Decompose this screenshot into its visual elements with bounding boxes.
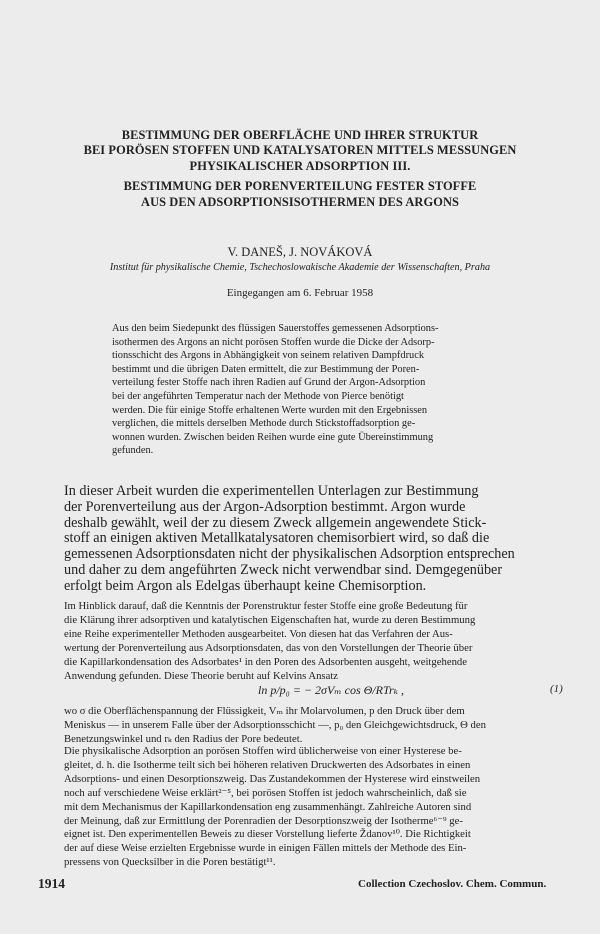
body-line: mit dem Mechanismus der Kapillarkondensation eng zusammenhängt. Zahlreiche Autoren sind — [64, 800, 472, 813]
body-paragraph-2 — [64, 705, 572, 747]
affiliation: Institut für physikalische Chemie, Tschechoslowakische Akademie der Wissenschaften, Praha — [109, 262, 491, 273]
body-line: Anwendung gefunden. Diese Theorie beruht auf Kelvins Ansatz — [64, 669, 339, 682]
page-number: 1914 — [38, 876, 65, 891]
abstract-line: Aus den beim Siedepunkt des flüssigen Sauerstoffes gemessenen Adsorptions- — [112, 323, 439, 334]
body-line: der Meinung, daß zur Ermittlung der Porenradien der Desorptionszweig der Isotherme⁶⁻⁹ ge- — [64, 814, 463, 827]
abstract-line: verglichen, die mittels derselben Methode durch Stickstoffadsorption ge- — [112, 418, 416, 430]
body-line: die Kapillarkondensation des Adsorbates¹ in den Poren des Adsorbenten ausgeht, weitgehende — [64, 655, 467, 668]
intro-line: der Porenverteilung aus der Argon-Adsorption bestimmt. Argon wurde — [64, 498, 466, 515]
intro-line: deshalb gewählt, weil der zu diesem Zweck allgemein angewendete Stick- — [64, 514, 487, 531]
body-line: eine Reihe experimenteller Methoden ausgearbeitet. Von diesen hat das Verfahren der Aus- — [64, 627, 453, 640]
journal-name: Collection Czechoslov. Chem. Commun. — [358, 878, 547, 890]
intro-line: gemessenen Adsorptionsdaten nicht der physikalischen Adsorption entsprechen — [64, 546, 515, 563]
abstract-line: bestimmt und die übrigen Daten ermittelt, die zur Bestimmung der Poren- — [112, 363, 420, 375]
introduction-paragraph — [64, 484, 572, 595]
intro-line: In dieser Arbeit wurden die experimentellen Unterlagen zur Bestimmung — [64, 483, 479, 499]
paper-title — [40, 128, 560, 210]
body-line: die Klärung ihrer adsorptiven und katalytischen Eigenschaften hat, wurde zu deren Bestimmung — [64, 613, 476, 626]
body-line: Meniskus — in unserem Falle über der Adsorptionsschicht —, p₀ den Gleichgewichtsdruck, Θ den — [64, 718, 486, 731]
abstract-line: wonnen wurden. Zwischen beiden Reihen wurde eine gute Übereinstimmung — [112, 431, 434, 443]
intro-line: erfolgt beim Argon als Edelgas überhaupt keine Chemisorption. — [64, 577, 427, 594]
title-line: AUS DEN ADSORPTIONSISOTHERMEN DES ARGONS — [141, 194, 459, 209]
body-line: wertung der Porenverteilung aus Adsorptionsdaten, das von den Vorstellungen der Theorie über — [64, 641, 473, 654]
abstract-line: bei der angeführten Temperatur nach der Methode von Pierce benötigt — [112, 390, 404, 402]
title-line: PHYSIKALISCHER ADSORPTION III. — [189, 158, 411, 173]
body-paragraph-1 — [64, 600, 572, 683]
abstract-line: isothermen des Argons an nicht porösen Stoffen wurde die Dicke der Adsorp- — [112, 336, 435, 348]
received-date: Eingegangen am 6. Februar 1958 — [226, 287, 374, 299]
kelvin-equation: ln p/p₀ = − 2σVₘ cos Θ/RTrₖ , — [258, 683, 405, 697]
body-line: gleitet, d. h. die Isotherme teilt sich bei höheren relativen Druckwerten des Adsorbates in einen — [64, 758, 471, 771]
abstract-line: verteilung fester Stoffe nach ihren Radien auf Grund der Argon-Adsorption — [112, 377, 426, 389]
body-line: eignet ist. Den experimentellen Beweis zu dieser Vorstellung lieferte Ždanov¹⁰. Die Richtigkeit — [64, 828, 471, 841]
body-line: Im Hinblick darauf, daß die Kenntnis der Porenstruktur fester Stoffe eine große Bedeutung für — [64, 600, 468, 612]
title-line: BEI PORÖSEN STOFFEN UND KATALYSATOREN MITTELS MESSUNGEN — [83, 143, 517, 158]
abstract-line: gefunden. — [112, 445, 154, 457]
body-line: Die physikalische Adsorption an porösen Stoffen wird üblicherweise von einer Hysterese be- — [64, 745, 462, 757]
abstract-line: tionsschicht des Argons in Abhängigkeit von seinem relativen Dampfdruck — [112, 350, 425, 362]
body-line: pressens von Quecksilber in die Poren bestätigt¹¹. — [64, 856, 276, 869]
body-line: Benetzungswinkel und rₖ den Radius der Pore bedeutet. — [64, 732, 303, 745]
title-line: BESTIMMUNG DER PORENVERTEILUNG FESTER STOFFE — [123, 179, 477, 194]
intro-line: und daher zu dem angeführten Zweck nicht verwendbar sind. Demgegenüber — [64, 561, 503, 578]
title-line: BESTIMMUNG DER OBERFLÄCHE UND IHRER STRUKTUR — [121, 128, 479, 142]
abstract-line: werden. Die für einige Stoffe erhaltenen Werte wurden mit den Ergebnissen — [112, 404, 428, 416]
intro-line: stoff an einigen aktiven Metallkatalysatoren chemisorbiert wird, so daß die — [64, 530, 490, 547]
authors: V. DANEŠ, J. NOVÁKOVÁ — [227, 245, 373, 259]
equation-number: (1) — [550, 683, 563, 695]
abstract — [112, 322, 507, 458]
body-paragraph-3 — [64, 745, 572, 870]
body-line: wo σ die Oberflächenspannung der Flüssigkeit, Vₘ ihr Molarvolumen, p den Druck über dem — [64, 705, 465, 717]
body-line: Adsorptions- und einen Desorptionszweig. Das Zustandekommen der Hysterese wird einstweilen — [64, 772, 481, 785]
body-line: der auf diese Weise erzielten Ergebnisse wurde in einigen Fällen mittels der Methode des Ein- — [64, 842, 467, 855]
body-line: noch auf verschiedene Weise erklärt²⁻⁵, bei porösen Stoffen ist jedoch wahrscheinlich, daß sie — [64, 786, 467, 799]
